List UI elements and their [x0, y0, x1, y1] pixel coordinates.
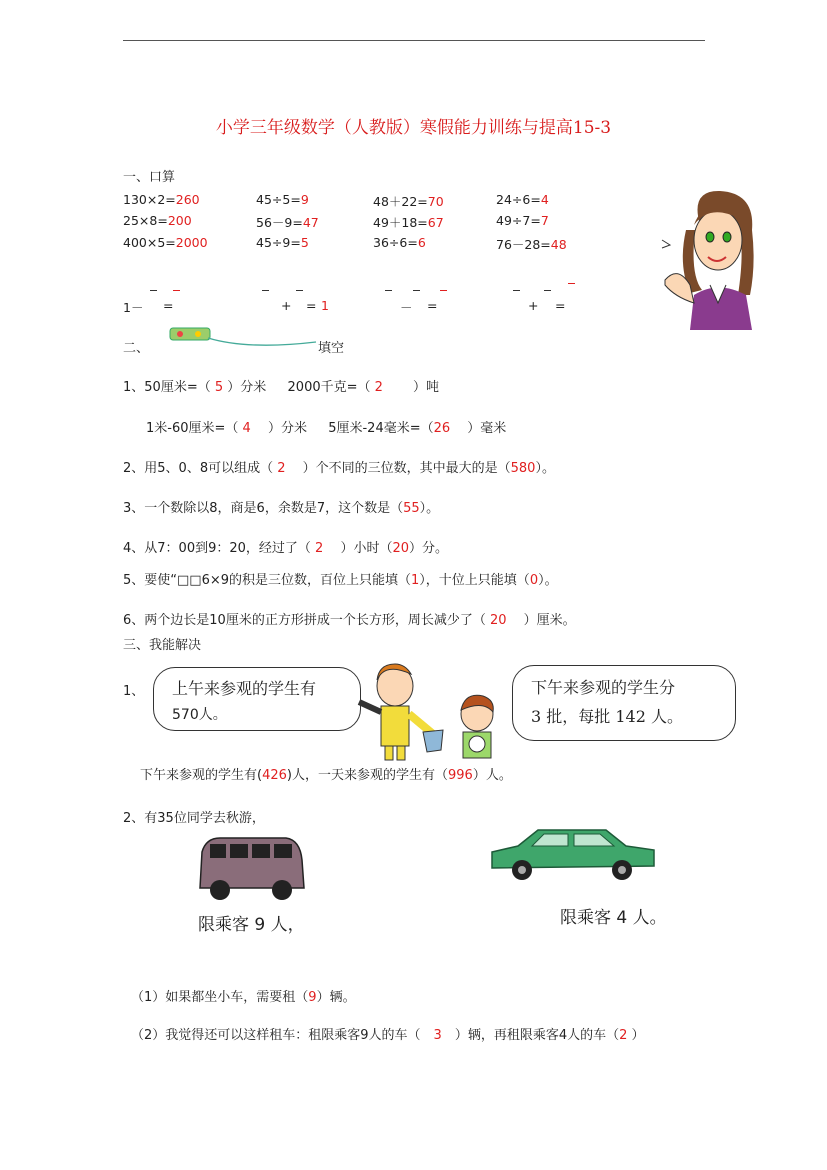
- subquestion-2: [131, 1024, 645, 1043]
- calc-item: [123, 213, 192, 228]
- question-text: ）分。: [409, 541, 449, 556]
- van-illustration: [196, 832, 308, 904]
- calc-item: [496, 192, 549, 207]
- calc-answer: 5: [300, 235, 309, 250]
- fraction-expr-2-eq: =: [306, 298, 317, 313]
- answer-text: 20: [392, 541, 409, 556]
- question-text: ）厘米。: [506, 613, 576, 628]
- fill-in-item: [146, 417, 506, 436]
- bubble-right-line1: 下午来参观的学生分: [531, 678, 676, 697]
- car-illustration: [488, 824, 658, 888]
- calc-answer: 7: [540, 213, 549, 228]
- question2-intro: 2、有35位同学去秋游，: [123, 811, 265, 826]
- question-text: ）小时（: [323, 541, 393, 556]
- page-title: 小学三年级数学（人教版）寒假能力训练与提高15-3: [215, 118, 612, 138]
- calc-answer: 4: [540, 192, 549, 207]
- calc-answer: 47: [302, 215, 319, 230]
- calc-answer: 67: [427, 215, 444, 230]
- fill-in-item: [123, 497, 439, 516]
- question-text: ）个不同的三位数，其中最大的是（: [285, 461, 511, 476]
- answer-text: 55: [403, 501, 420, 516]
- calc-question: 45÷9=: [256, 235, 301, 250]
- header-rule: [123, 40, 705, 41]
- question-text: ），十位上只能填（: [419, 573, 530, 588]
- question-text: ）。: [538, 573, 558, 588]
- calc-item: [123, 235, 208, 250]
- calc-item: [496, 213, 549, 228]
- answer-text: 996: [447, 768, 473, 783]
- answer-text: 26: [433, 421, 451, 436]
- pencil-decoration: [168, 322, 318, 348]
- calc-question: 45÷5=: [256, 192, 301, 207]
- question-text: （2）我觉得还可以这样租车：租限乘客9人的车（: [131, 1028, 434, 1043]
- calc-item: [373, 213, 444, 231]
- calc-question: 36÷6=: [373, 235, 418, 250]
- calc-question: 49＋18=: [373, 215, 428, 230]
- question-text: 1米-60厘米=（: [146, 421, 243, 436]
- question-text: ）辆，再租限乘客4人的车（: [441, 1028, 620, 1043]
- fill-in-item: [123, 537, 448, 556]
- calc-question: 400×5=: [123, 235, 176, 250]
- calc-item: [256, 192, 309, 207]
- calc-answer: 9: [300, 192, 309, 207]
- answer-text: 580: [510, 461, 536, 476]
- subquestion-1: [131, 986, 356, 1005]
- speech-bubble-left: [153, 667, 361, 731]
- children-illustration: [355, 662, 505, 762]
- answer-text: 2: [619, 1028, 628, 1043]
- question-text: ）毫米: [450, 421, 507, 436]
- calc-question: 48＋22=: [373, 194, 428, 209]
- calc-question: 49÷7=: [496, 213, 541, 228]
- calc-question: 130×2=: [123, 192, 176, 207]
- question-text: 4、从7：00到9：20，经过了（: [123, 541, 316, 556]
- question-text: 5、要使“□□6×9的积是三位数，百位上只能填（: [123, 573, 412, 588]
- calc-question: 25×8=: [123, 213, 168, 228]
- calc-answer: 70: [427, 194, 444, 209]
- answer-text: 2: [374, 380, 383, 395]
- answer-text: 4: [242, 421, 251, 436]
- answer-text: 1: [411, 573, 420, 588]
- calc-question: 24÷6=: [496, 192, 541, 207]
- fraction-expr-3-eq: =: [427, 298, 438, 313]
- calc-item: [256, 235, 309, 250]
- question-text: ）分米 2000千克=（: [223, 380, 375, 395]
- fill-in-item: [123, 609, 576, 628]
- question-text: ）。: [419, 501, 440, 516]
- question-text: ）。: [535, 461, 555, 476]
- section2-heading-suffix: 填空: [318, 341, 345, 356]
- calc-item: [256, 213, 319, 231]
- question-text: 6、两个边长是10厘米的正方形拼成一个长方形，周长减少了（: [123, 613, 490, 628]
- calc-question: 56－9=: [256, 215, 303, 230]
- fraction-expr-4-eq: =: [555, 298, 566, 313]
- answer-text: 2: [277, 461, 286, 476]
- fraction-expr-4-op: +: [528, 298, 539, 313]
- answer-text: 5: [214, 380, 224, 395]
- question-text: ）辆。: [316, 990, 356, 1005]
- question-text: 2、用5、0、8可以组成（: [123, 461, 278, 476]
- fraction-expr-2-answer: 1: [321, 298, 329, 313]
- question-text: （1）如果都坐小车，需要租（: [131, 990, 309, 1005]
- answer-text: 2: [315, 541, 324, 556]
- bubble-right-line2: 3 批，每批 142 人。: [531, 707, 683, 726]
- calc-item: [373, 235, 426, 250]
- question-text: )人，一天来参观的学生有（: [286, 768, 448, 783]
- question-text: 下午来参观的学生有(: [140, 768, 263, 783]
- calc-item: [373, 192, 444, 210]
- answer-text: 0: [529, 573, 539, 588]
- section3-heading: 三、我能解决: [123, 638, 202, 653]
- answer-text: 9: [308, 990, 317, 1005]
- bubble-left-line1: 上午来参观的学生有: [172, 679, 317, 698]
- answer-text: 426: [262, 768, 287, 783]
- teacher-illustration: [660, 185, 770, 335]
- van-capacity-label: 限乘客 9 人，: [198, 915, 305, 935]
- calc-answer: 6: [417, 235, 426, 250]
- answer-text: 20: [489, 613, 507, 628]
- calc-item: [123, 192, 200, 207]
- fill-in-item: [123, 569, 558, 588]
- calc-item: [496, 235, 567, 253]
- question-text: 3、一个数除以8，商是6，余数是7，这个数是（: [123, 501, 404, 516]
- question-text: ）人。: [472, 768, 512, 783]
- question-text: 1、50厘米=（: [123, 380, 215, 395]
- calc-answer: 200: [167, 213, 192, 228]
- question-text: ）吨: [382, 380, 440, 395]
- bubble-left-line2: 570人。: [172, 707, 227, 723]
- question1-number: 1、: [123, 684, 145, 699]
- fraction-expr-2-op: +: [281, 298, 292, 313]
- answer-text: 3: [433, 1028, 442, 1043]
- section1-heading: 一、口算: [123, 170, 176, 185]
- fill-in-item: [123, 376, 439, 395]
- question-text: ）分米 5厘米-24毫米=（: [250, 421, 434, 436]
- car-capacity-label: 限乘客 4 人。: [560, 908, 667, 928]
- fraction-expr-3-op: －: [400, 300, 413, 315]
- fraction-expr-1-left: 1－: [123, 300, 144, 315]
- calc-answer: 2000: [175, 235, 208, 250]
- fill-in-item: [123, 457, 555, 476]
- speech-bubble-right: [512, 665, 736, 741]
- fraction-expr-1-eq: =: [163, 298, 174, 313]
- section2-heading-prefix: 二、: [123, 341, 150, 356]
- calc-answer: 48: [550, 237, 567, 252]
- question1-answer: [140, 764, 512, 783]
- question-text: ）: [627, 1028, 645, 1043]
- calc-answer: 260: [175, 192, 200, 207]
- calc-question: 76－28=: [496, 237, 551, 252]
